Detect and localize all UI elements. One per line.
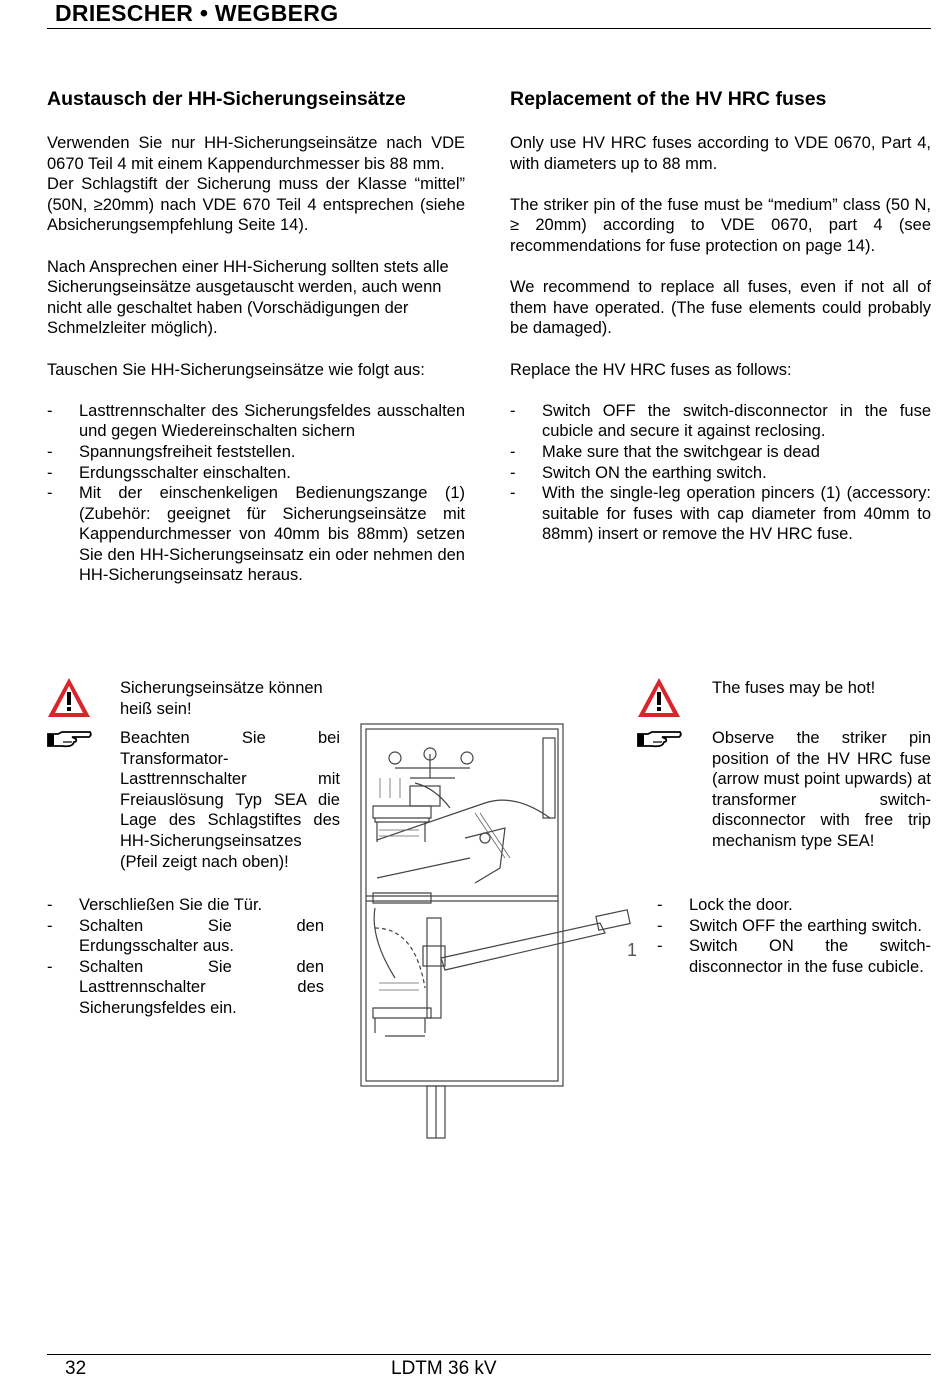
german-warning-text: Sicherungseinsätze können heiß sein! — [120, 679, 323, 718]
english-paragraph-1: Only use HV HRC fuses according to VDE 0670, Part 4, with diameters up to 88 mm. — [510, 134, 931, 173]
list-item: - Lasttrennschalter des Sicherungsfeldes ausschalten und gegen Wiedereinschalten sichern — [47, 401, 465, 442]
german-paragraph-4: Tauschen Sie HH-Sicherungseinsätze wie folgt aus: — [47, 360, 425, 379]
english-column — [510, 87, 931, 545]
german-steps — [47, 401, 465, 586]
list-item: - Mit der einschenkeligen Bedienungszange (1) (Zubehör: geeignet für Sicherungseinsätze mit Kappendurchmesser von 40mm bis 88mm) setzen Sie den HH-Sicherungseinsatz ein oder nehmen den HH-Sicherungseinsatz heraus. — [47, 483, 465, 586]
pointing-hand-icon — [46, 730, 92, 748]
footer-divider — [47, 1354, 931, 1355]
german-column — [47, 87, 465, 586]
english-steps — [510, 401, 931, 545]
warning-triangle-icon — [46, 676, 92, 720]
brand-header: DRIESCHER • WEGBERG — [55, 0, 339, 26]
german-final-steps — [47, 895, 324, 1019]
english-paragraph-4: Replace the HV HRC fuses as follows: — [510, 360, 792, 379]
list-item: - Verschließen Sie die Tür. — [47, 895, 324, 916]
list-item: - Make sure that the switchgear is dead — [510, 442, 931, 463]
list-item: - With the single-leg operation pincers (1) (accessory: suitable for fuses with cap diameter from 40mm to 88mm) insert or remove the HV HRC fuse. — [510, 483, 931, 545]
english-final-steps — [657, 895, 931, 977]
english-warning-text: The fuses may be hot! — [712, 679, 876, 697]
list-item: - Spannungsfreiheit feststellen. — [47, 442, 465, 463]
list-item: - Erdungsschalter einschalten. — [47, 463, 465, 484]
german-paragraph-3: Nach Ansprechen einer HH-Sicherung sollten stets alle Sicherungseinsätze ausgetauscht werden, auch wenn nicht alle geschaltet haben (Vorschädigungen der Schmelzleiter möglich). — [47, 257, 449, 338]
english-hint-text: Observe the striker pin position of the HV HRC fuse (arrow must point upwards) at transformer switch-disconnector with free trip mechanism type SEA! — [712, 729, 931, 850]
figure-callout-label: 1 — [627, 940, 638, 960]
list-item: - Switch OFF the switch-disconnector in the fuse cubicle and secure it against reclosing. — [510, 401, 931, 442]
warning-triangle-icon — [636, 676, 682, 720]
english-paragraph-3: We recommend to replace all fuses, even if not all of them have operated. (The fuse elements could probably be damaged). — [510, 278, 931, 338]
list-item: - Switch ON the earthing switch. — [510, 463, 931, 484]
german-paragraph-2: Der Schlagstift der Sicherung muss der Klasse “mittel” (50N, ≥20mm) nach VDE 670 Teil 4 entsprechen (siehe Absicherungsempfehlung Seite 14). — [47, 175, 465, 235]
list-item: - Schalten Sie den Lasttrennschalter des Sicherungsfeldes ein. — [47, 957, 324, 1019]
list-item: - Lock the door. — [657, 895, 931, 916]
english-paragraph-2: The striker pin of the fuse must be “medium” class (50 N, ≥ 20mm) according to VDE 0670, part 4 (see recommendations for fuse protection on page 14). — [510, 195, 931, 255]
german-paragraph-1: Verwenden Sie nur HH-Sicherungseinsätze nach VDE 0670 Teil 4 mit einem Kappendurchmesser bis 88 mm. — [47, 134, 465, 173]
page-number: 32 — [65, 1358, 87, 1379]
fuse-cubicle-drawing — [355, 718, 655, 1143]
header-divider — [47, 28, 931, 29]
german-heading: Austausch der HH-Sicherungseinsätze — [47, 88, 406, 110]
english-heading: Replacement of the HV HRC fuses — [510, 88, 827, 110]
german-hint-text: Beachten Sie bei Transformator-Lasttrennschalter mit Freiauslösung Typ SEA die Lage des Schlagstiftes des HH-Sicherungseinsatzes (Pfeil zeigt nach oben)! — [120, 729, 340, 871]
list-item: - Schalten Sie den Erdungsschalter aus. — [47, 916, 324, 957]
list-item: - Switch OFF the earthing switch. — [657, 916, 931, 937]
document-id: LDTM 36 kV — [391, 1358, 497, 1379]
list-item: - Switch ON the switch-disconnector in the fuse cubicle. — [657, 936, 931, 977]
